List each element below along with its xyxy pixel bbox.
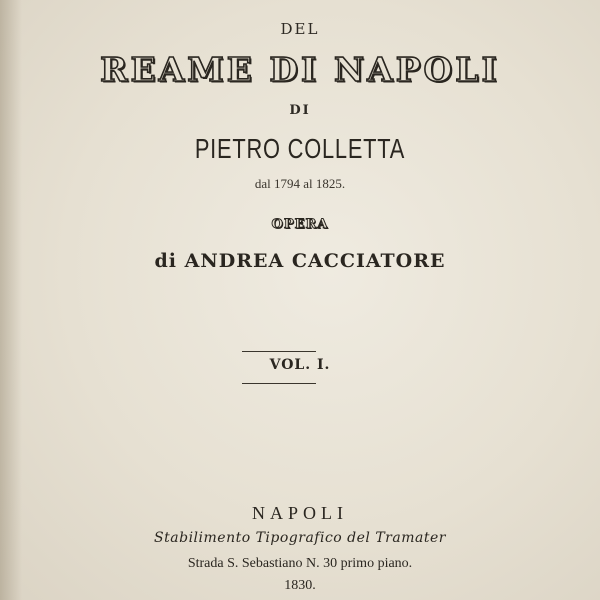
imprint-year: 1830. [284,578,316,593]
volume-rule-bottom [242,383,316,384]
continuator-name: di ANDREA CACCIATORE [154,250,446,272]
author-name: PIETRO COLLETTA [194,133,406,164]
imprint-city: NAPOLI [252,503,348,523]
imprint-address: Strada S. Sebastiano N. 30 primo piano. [187,556,413,571]
title-line-del: DEL [280,20,320,38]
title-main: REAME DI NAPOLI [100,50,500,89]
opera-label: OPERA [271,217,329,232]
date-range: dal 1794 al 1825. [254,176,346,191]
volume-rule-top [242,351,316,352]
imprint-printer: Stabilimento Tipografico del Tramater [154,530,446,546]
volume-number: VOL. I. [269,357,331,373]
title-line-di: DI [289,103,311,118]
